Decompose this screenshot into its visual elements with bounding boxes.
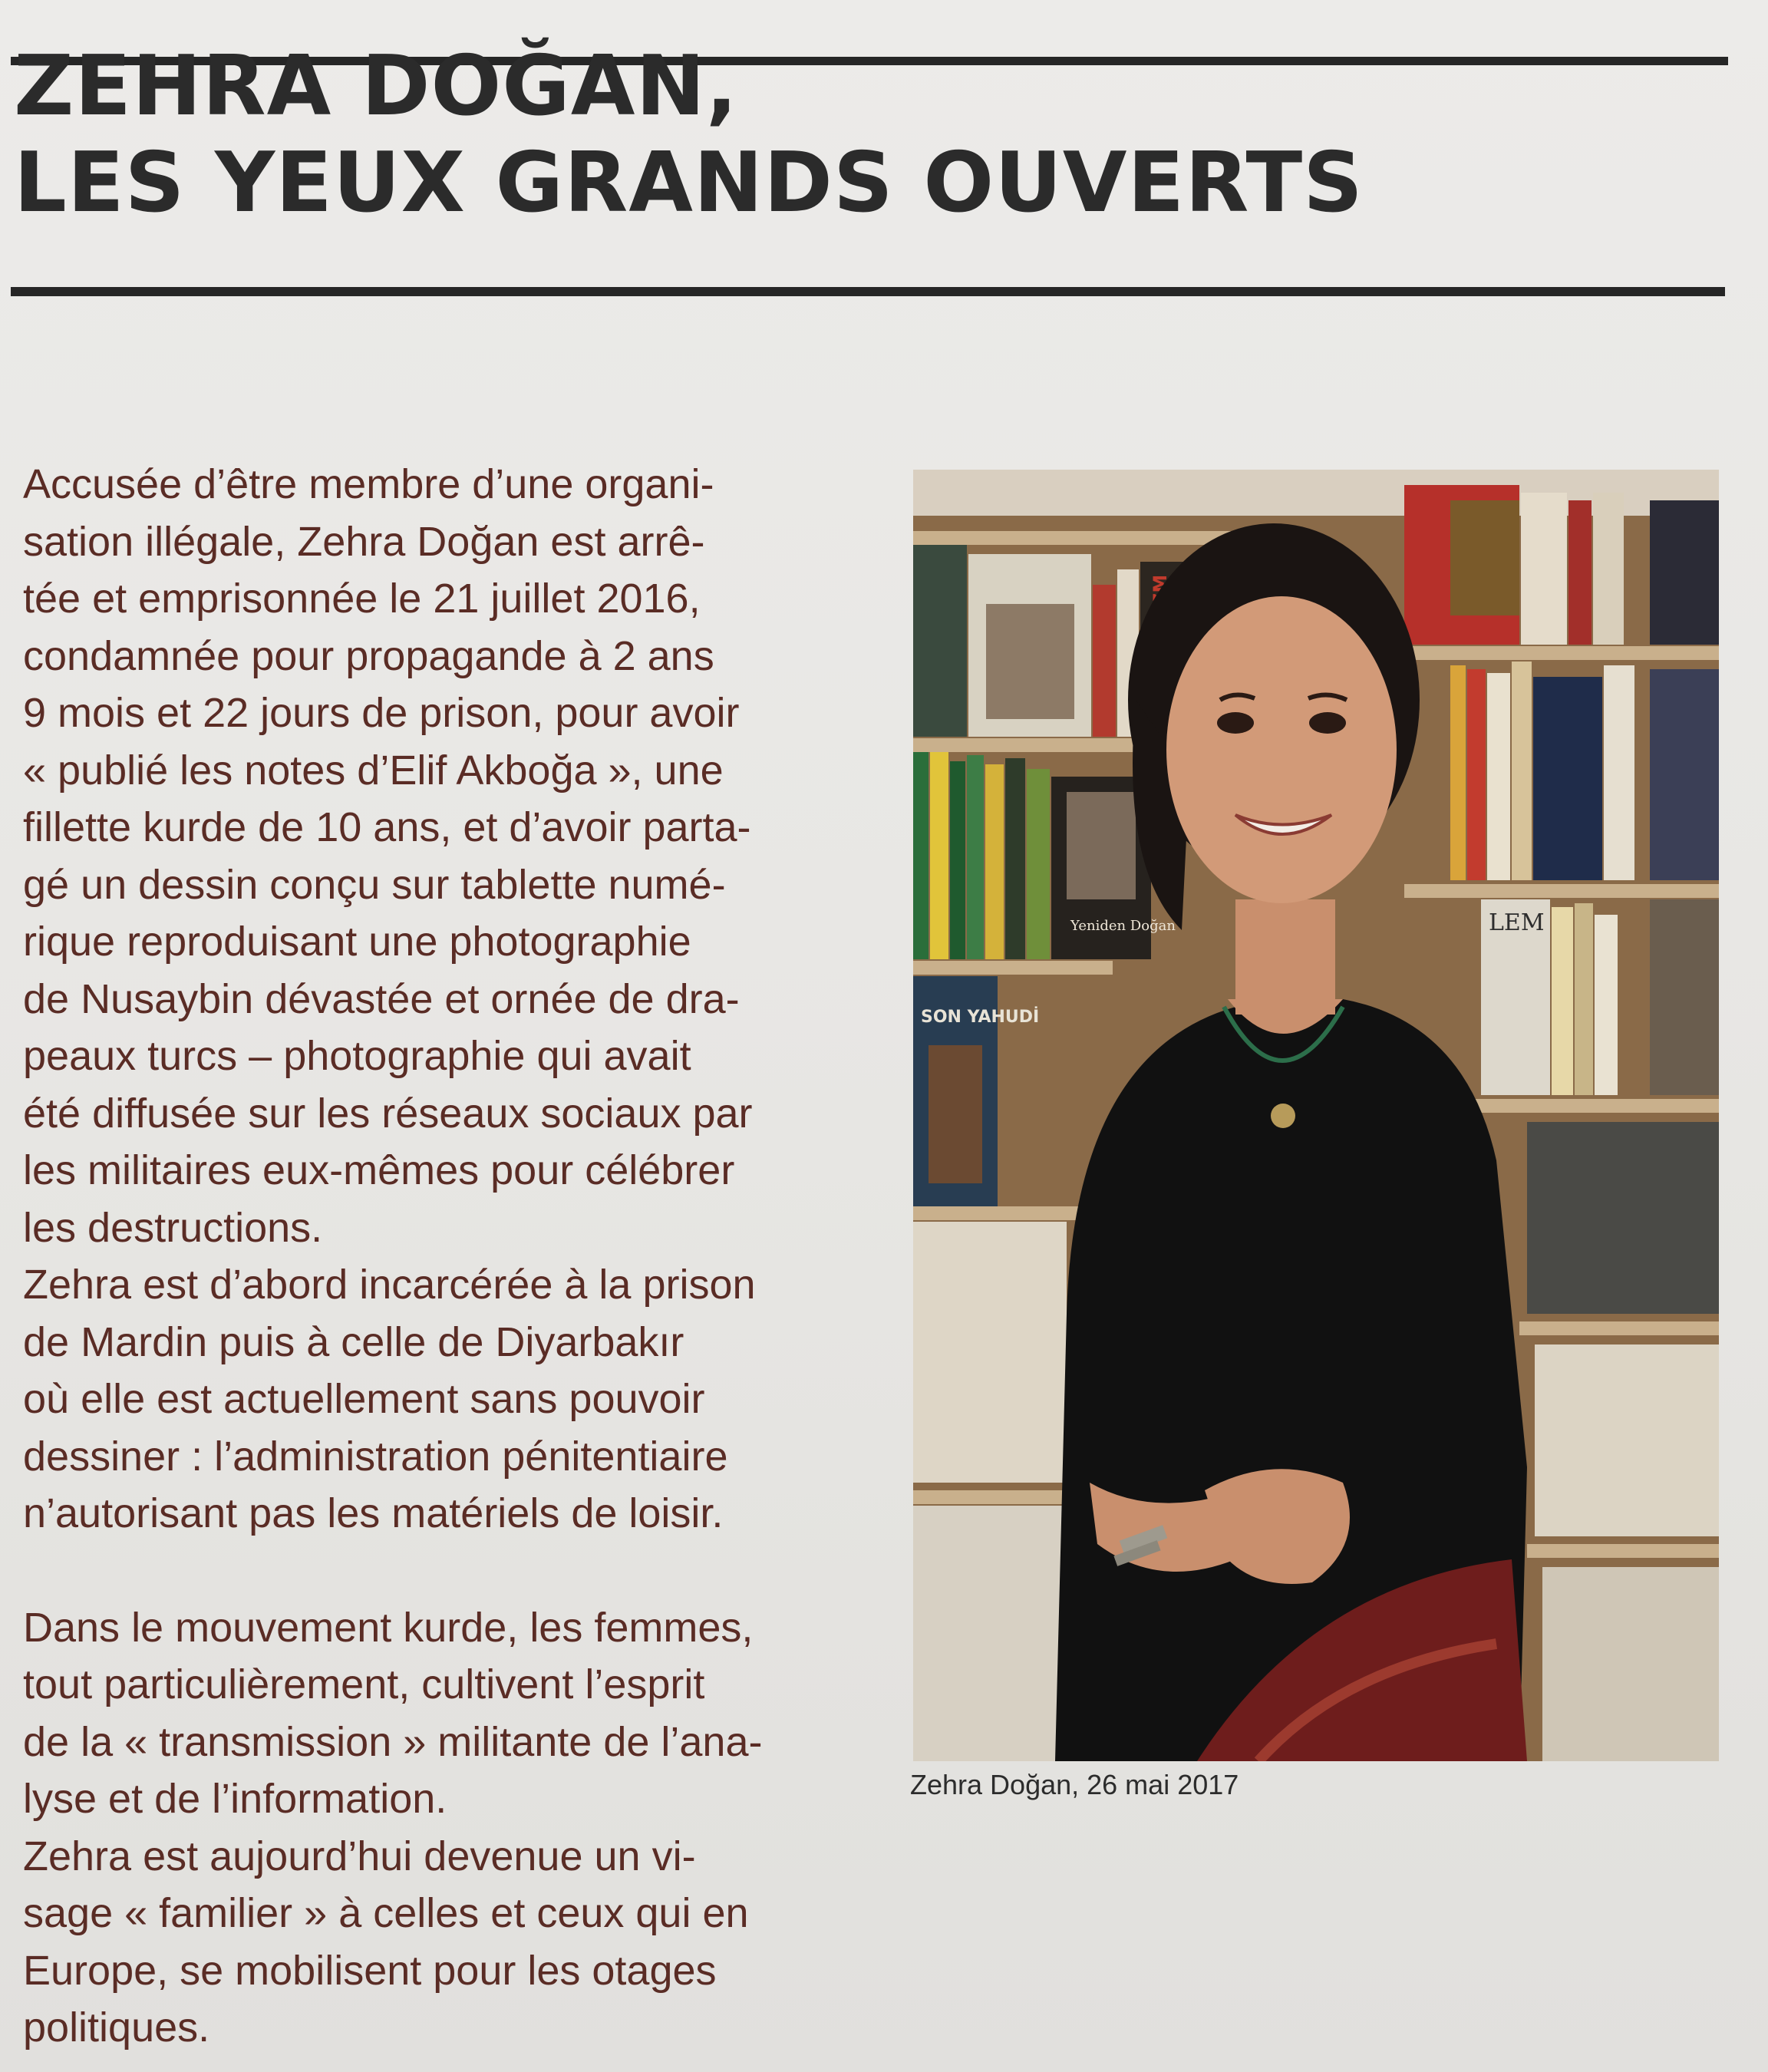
text-line: dessiner : l’administration pénitentiaire — [23, 1433, 728, 1480]
text-line: les destructions. — [23, 1204, 323, 1251]
text-line: de Mardin puis à celle de Diyarbakır — [23, 1318, 684, 1365]
portrait-photo — [913, 470, 1719, 1761]
photo-caption: Zehra Doğan, 26 mai 2017 — [910, 1769, 1239, 1800]
text-line: où elle est actuellement sans pouvoir — [23, 1376, 705, 1422]
text-line: tout particulièrement, cultivent l’esprit — [23, 1661, 705, 1707]
text-line: lyse et de l’information. — [23, 1776, 447, 1822]
article-body — [23, 456, 841, 2057]
text-line: de Nusaybin dévastée et ornée de dra- — [23, 975, 740, 1022]
text-line: fillette kurde de 10 ans, et d’avoir parta- — [23, 804, 751, 850]
book-cover-text: SON YAHUDİ — [921, 1008, 1040, 1027]
text-line: gé un dessin conçu sur tablette numé- — [23, 861, 726, 908]
text-line: Zehra est d’abord incarcérée à la prison — [23, 1262, 756, 1308]
text-line: rique reproduisant une photographie — [23, 919, 691, 965]
paragraph-kurdish-movement — [23, 1599, 841, 1828]
paragraph-incarceration — [23, 1256, 841, 1542]
paragraph-arrest — [23, 456, 841, 1256]
text-line: Europe, se mobilisent pour les otages — [23, 1947, 717, 1994]
title-bottom-rule — [11, 287, 1725, 296]
text-line: Zehra est aujourd’hui devenue un vi- — [23, 1833, 696, 1879]
text-line: été diffusée sur les réseaux sociaux par — [23, 1090, 753, 1137]
text-line: sage « familier » à celles et ceux qui en — [23, 1890, 749, 1936]
book-cover-text: Yeniden Doğan — [1070, 918, 1176, 934]
text-line: tée et emprisonnée le 21 juillet 2016, — [23, 576, 701, 622]
title-line-1: ZEHRA DOĞAN, — [14, 38, 738, 134]
text-line: les militaires eux-mêmes pour célébrer — [23, 1147, 735, 1193]
text-line: condamnée pour propagande à 2 ans — [23, 632, 714, 679]
text-line: politiques. — [23, 2004, 210, 2051]
title-line-2: LES YEUX GRANDS OUVERTS — [14, 135, 1364, 231]
book-cover-text: LEM — [1489, 909, 1545, 936]
text-line: Accusée d’être membre d’une organi- — [23, 461, 714, 507]
text-line: de la « transmission » militante de l’ana- — [23, 1718, 763, 1765]
text-line: n’autorisant pas les matériels de loisir. — [23, 1490, 724, 1536]
paragraph-familiar-face — [23, 1828, 841, 2057]
paragraph-gap — [23, 1542, 841, 1599]
text-line: sation illégale, Zehra Doğan est arrê- — [23, 518, 705, 565]
text-line: peaux turcs – photographie qui avait — [23, 1033, 691, 1079]
text-line: Dans le mouvement kurde, les femmes, — [23, 1604, 754, 1651]
text-line: « publié les notes d’Elif Akboğa », une — [23, 747, 724, 793]
portrait-illustration — [913, 470, 1719, 1761]
text-line: 9 mois et 22 jours de prison, pour avoir — [23, 690, 740, 736]
article-title — [14, 38, 1364, 232]
